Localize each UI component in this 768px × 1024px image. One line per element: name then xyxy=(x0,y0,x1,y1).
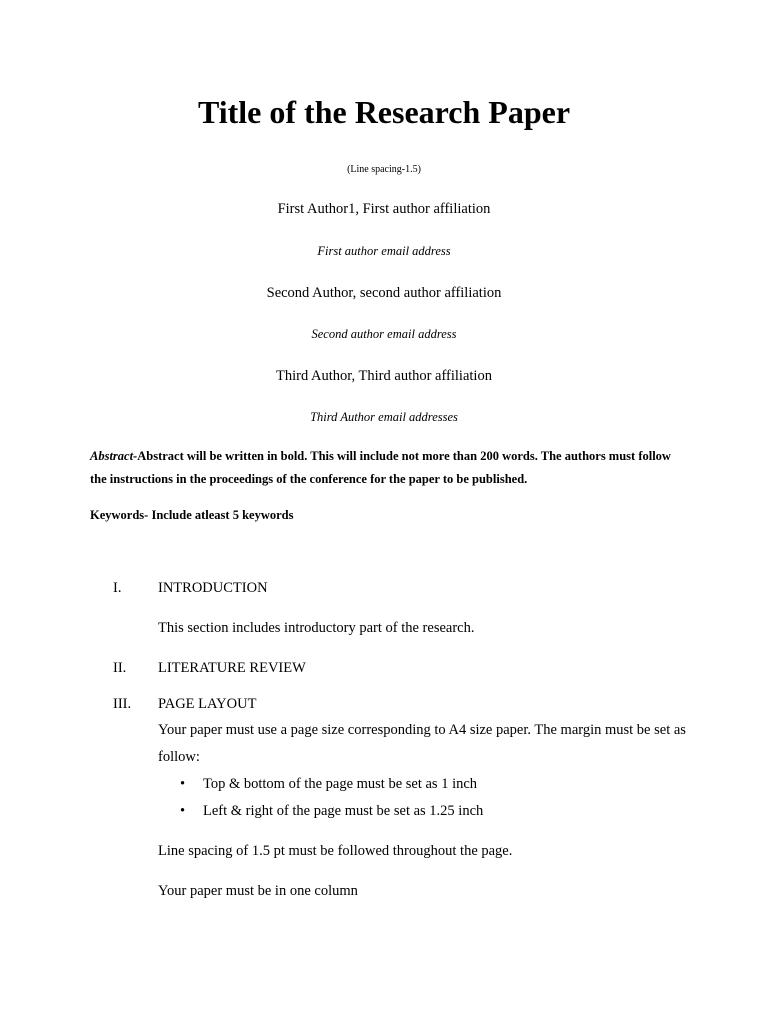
paper-title: Title of the Research Paper xyxy=(197,94,571,130)
section-3-heading: PAGE LAYOUT xyxy=(158,696,257,712)
author-1-email: First author email address xyxy=(317,244,451,258)
section-1-heading: INTRODUCTION xyxy=(158,580,268,596)
author-2-email: Second author email address xyxy=(311,327,457,341)
line-spacing-paragraph: Line spacing of 1.5 pt must be followed throughout the page. xyxy=(158,843,513,859)
bullet-icon: • xyxy=(180,803,186,819)
section-3-number: III. xyxy=(113,696,132,712)
author-3-email: Third Author email addresses xyxy=(310,410,458,424)
column-paragraph: Your paper must be in one column xyxy=(158,883,358,899)
abstract-text: Abstract will be written in bold. This will include not more than 200 words. The authors must follow the instructions in the proceedings of the conference for the paper to be published. xyxy=(90,449,671,486)
section-2-number: II. xyxy=(113,660,127,676)
bullet-icon: • xyxy=(180,776,186,792)
author-3-affiliation: Third Author, Third author affiliation xyxy=(276,368,492,384)
abstract-label: Abstract- xyxy=(90,449,138,463)
line-spacing-note: (Line spacing-1.5) xyxy=(347,164,421,175)
section-1-text: This section includes introductory part of the research. xyxy=(158,620,475,636)
section-1-number: I. xyxy=(113,580,122,596)
section-3-text: Your paper must use a page size corresponding to A4 size paper. The margin must be set as follow: xyxy=(158,722,686,765)
section-2-heading: LITERATURE REVIEW xyxy=(158,660,306,676)
abstract xyxy=(90,445,690,491)
author-2-affiliation: Second Author, second author affiliation xyxy=(266,285,502,301)
author-1-affiliation: First Author1, First author affiliation xyxy=(277,201,491,217)
bullet-item-margin-top-bottom: Top & bottom of the page must be set as 1 inch xyxy=(203,776,478,792)
bullet-item-margin-left-right: Left & right of the page must be set as 1.25 inch xyxy=(203,803,484,819)
keywords: Keywords- Include atleast 5 keywords xyxy=(90,508,294,522)
